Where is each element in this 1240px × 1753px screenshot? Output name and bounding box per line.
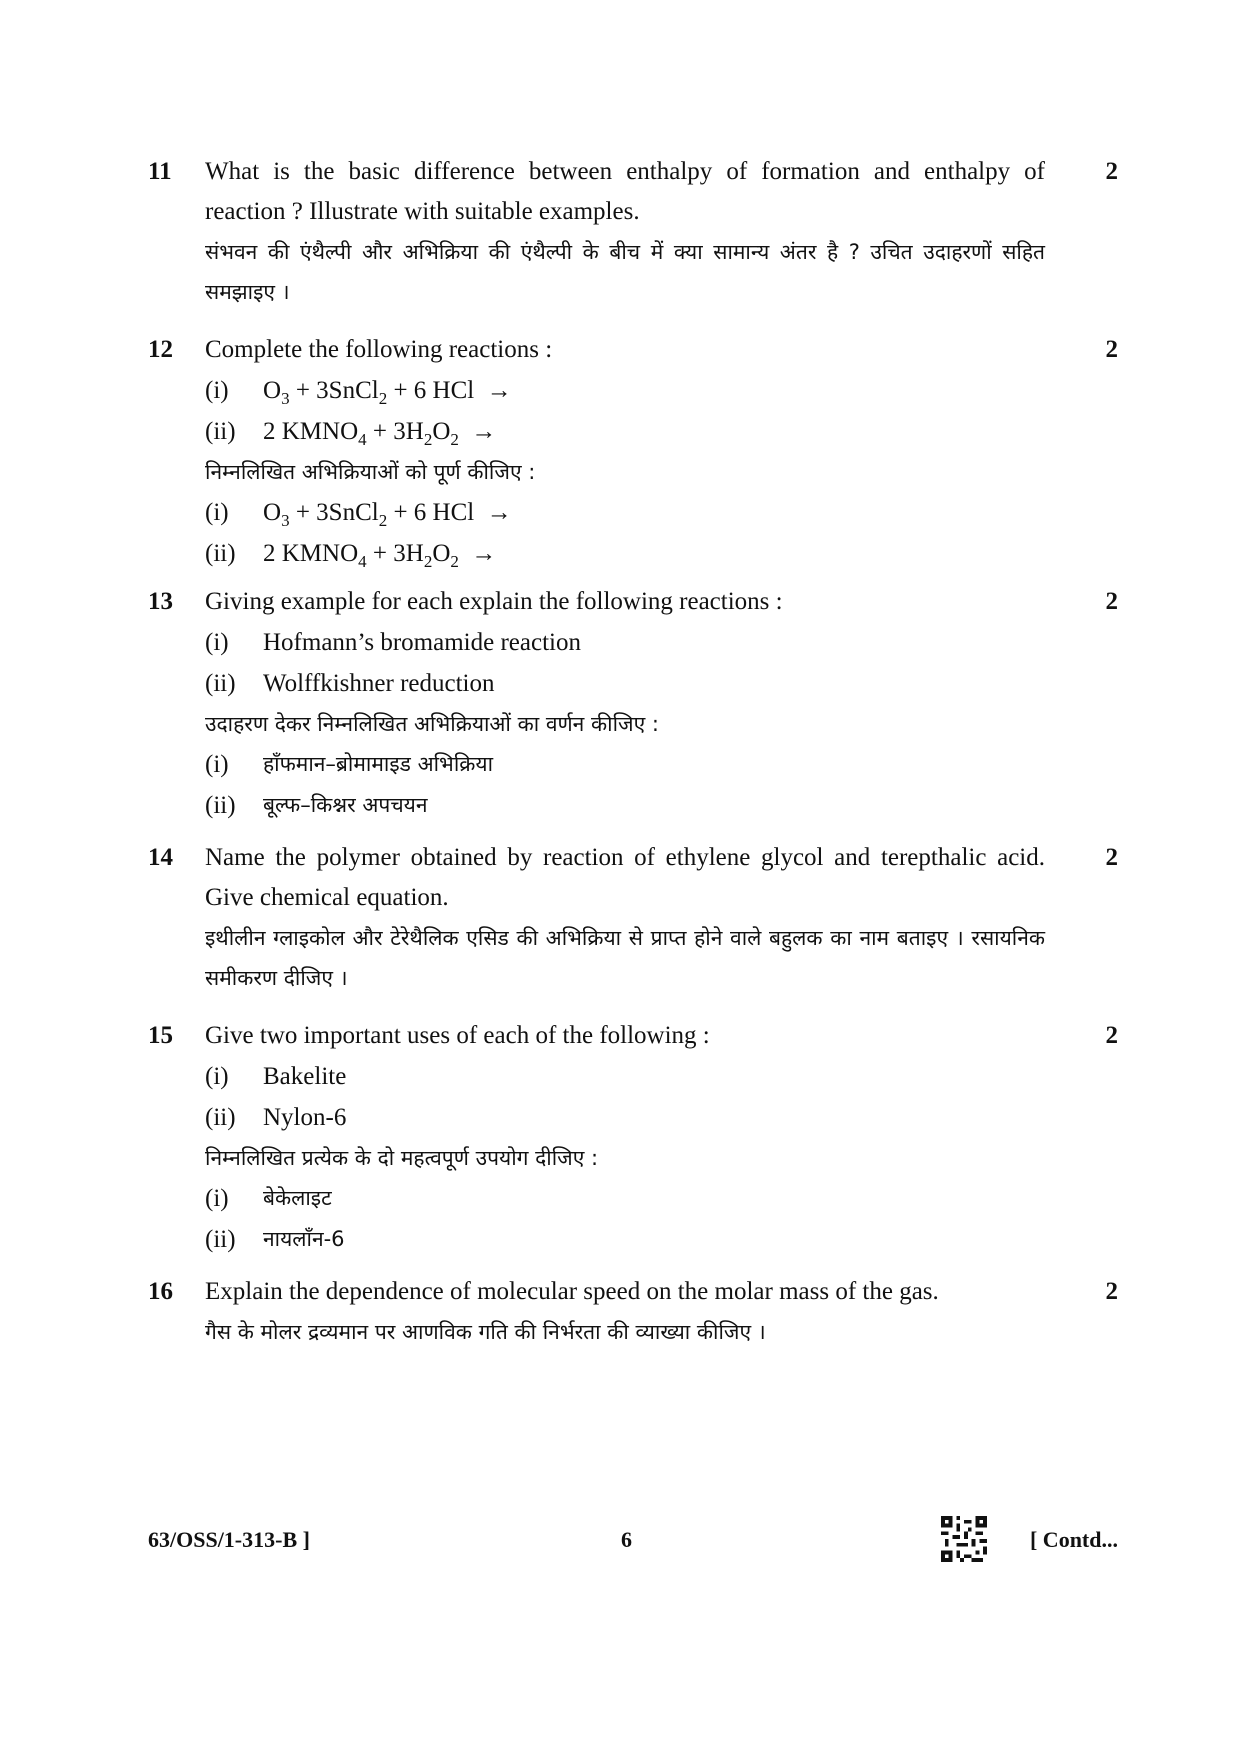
question-number: 12 <box>148 336 173 363</box>
part-text: Wolffkishner reduction <box>263 670 495 697</box>
part-label: (i) <box>205 1185 229 1212</box>
part-label: (i) <box>205 499 229 526</box>
question-marks: 2 <box>1105 1278 1118 1305</box>
qr-code-icon <box>941 1516 987 1562</box>
question-text-hindi: उदाहरण देकर निम्नलिखित अभिक्रियाओं का वर्णन कीजिए : <box>205 712 659 736</box>
list-item <box>205 622 1045 663</box>
question-number: 16 <box>148 1278 173 1305</box>
continued-label: [ Contd... <box>1029 1527 1118 1552</box>
question-14 <box>148 838 1118 998</box>
list-item <box>205 663 1045 704</box>
question-marks: 2 <box>1105 588 1118 615</box>
part-label: (ii) <box>205 1104 236 1131</box>
reaction-item <box>205 492 1045 533</box>
question-text-hindi: निम्नलिखित प्रत्येक के दो महत्वपूर्ण उपयोग दीजिए : <box>205 1146 599 1170</box>
part-text: बेकेलाइट <box>263 1186 332 1210</box>
part-label: (ii) <box>205 792 236 819</box>
list-item <box>205 1056 1045 1097</box>
part-text: बूल्फ–किश्नर अपचयन <box>263 793 428 817</box>
part-text: Bakelite <box>263 1063 347 1090</box>
question-text-english: Explain the dependence of molecular speed on the molar mass of the gas. <box>205 1278 939 1305</box>
reaction-item <box>205 411 1045 452</box>
part-label: (i) <box>205 629 229 656</box>
question-16 <box>148 1272 1118 1352</box>
question-marks: 2 <box>1105 336 1118 363</box>
reaction-item <box>205 533 1045 574</box>
list-item <box>205 1219 1045 1260</box>
question-12 <box>148 330 1118 574</box>
list-item <box>205 1178 1045 1219</box>
reaction-equation: 2 $KMNO_4 + 3H_2O_2$ → <box>263 540 497 571</box>
question-text-hindi: संभवन की एंथैल्पी और अभिक्रिया की एंथैल्पी के बीच में क्या सामान्य अंतर है ? उचित उदाहरणों सहित समझाइए । <box>205 240 1045 304</box>
part-text: Nylon-6 <box>263 1104 347 1131</box>
question-number: 11 <box>148 158 172 185</box>
part-label: (ii) <box>205 1226 236 1253</box>
reaction-item <box>205 370 1045 411</box>
part-label: (ii) <box>205 418 236 445</box>
question-marks: 2 <box>1105 158 1118 185</box>
question-13 <box>148 582 1118 826</box>
part-text: Hofmann’s bromamide reaction <box>263 629 581 656</box>
part-label: (i) <box>205 1063 229 1090</box>
part-text: हाँफमान–ब्रोमामाइड अभिक्रिया <box>263 752 494 776</box>
question-number: 13 <box>148 588 173 615</box>
list-item <box>205 744 1045 785</box>
part-label: (ii) <box>205 540 236 567</box>
page-number: 6 <box>621 1527 632 1552</box>
question-text-english: What is the basic difference between enthalpy of formation and enthalpy of reaction ? Illustrate with suitable examples. <box>205 158 1045 225</box>
reaction-equation: $O_3$ + 3SnCl$_2$ + 6 HCl → <box>263 499 512 530</box>
question-number: 14 <box>148 844 173 871</box>
question-text-hindi: गैस के मोलर द्रव्यमान पर आणविक गति की निर्भरता की व्याख्या कीजिए । <box>205 1320 766 1344</box>
part-label: (ii) <box>205 670 236 697</box>
question-text-hindi: निम्नलिखित अभिक्रियाओं को पूर्ण कीजिए : <box>205 460 536 484</box>
question-number: 15 <box>148 1022 173 1049</box>
list-item <box>205 1097 1045 1138</box>
question-text-english: Giving example for each explain the following reactions : <box>205 588 783 615</box>
question-marks: 2 <box>1105 844 1118 871</box>
question-15 <box>148 1016 1118 1260</box>
question-text-english: Complete the following reactions : <box>205 336 553 363</box>
question-text-hindi: इथीलीन ग्लाइकोल और टेरेथैलिक एसिड की अभिक्रिया से प्राप्त होने वाले बहुलक का नाम बताइए । रसायनिक समीकरण दीजिए । <box>205 926 1045 990</box>
page-footer <box>148 1520 1118 1570</box>
question-text-english: Give two important uses of each of the following : <box>205 1022 710 1049</box>
reaction-equation: 2 $KMNO_4 + 3H_2O_2$ → <box>263 418 497 449</box>
question-11 <box>148 152 1118 312</box>
part-label: (i) <box>205 377 229 404</box>
question-text-english: Name the polymer obtained by reaction of ethylene glycol and terepthalic acid. Give chemical equation. <box>205 844 1045 911</box>
list-item <box>205 785 1045 826</box>
paper-code: 63/OSS/1-313-B ] <box>148 1527 310 1552</box>
reaction-equation: $O_3$ + 3SnCl$_2$ + 6 HCl → <box>263 377 512 408</box>
part-text: नायलाँन-6 <box>263 1227 345 1251</box>
question-marks: 2 <box>1105 1022 1118 1049</box>
part-label: (i) <box>205 751 229 778</box>
